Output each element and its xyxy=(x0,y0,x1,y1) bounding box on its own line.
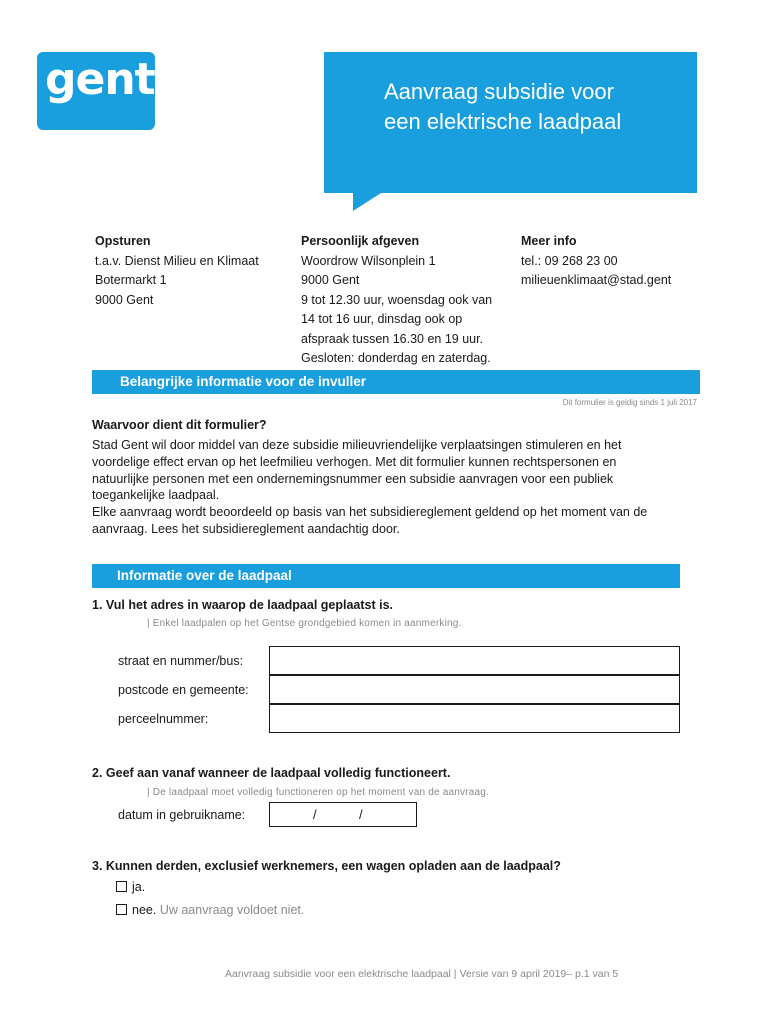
contact-info xyxy=(521,232,701,291)
send-line: t.a.v. Dienst Milieu en Klimaat xyxy=(95,253,259,268)
postcode-label: postcode en gemeente: xyxy=(118,683,249,697)
logo-text: gent: xyxy=(45,54,172,105)
deliver-line: 9 tot 12.30 uur, woensdag ook van xyxy=(301,292,493,307)
info-heading: Meer info xyxy=(521,234,577,248)
option-yes[interactable] xyxy=(116,880,145,894)
option-no-note: Uw aanvraag voldoet niet. xyxy=(159,903,305,917)
title-line-2: een elektrische laadpaal xyxy=(384,109,622,134)
checkbox-icon[interactable] xyxy=(116,881,127,892)
date-separator: / xyxy=(359,807,363,822)
deliver-line: 9000 Gent xyxy=(301,273,360,287)
purpose-line: voordelige effect ervan op het leefmilieu verhogen. Met dit formulier kunnen rechtspersonen en xyxy=(92,454,617,469)
purpose-line: Elke aanvraag wordt beoordeeld op basis van het subsidiereglement geldend op het moment van de xyxy=(92,505,648,520)
parcel-field[interactable] xyxy=(269,704,680,733)
deliver-line: afspraak tussen 16.30 en 19 uur. xyxy=(301,331,484,346)
date-label: datum in gebruikname: xyxy=(118,808,246,822)
deliver-line: Woordrow Wilsonplein 1 xyxy=(301,253,436,268)
contact-send xyxy=(95,232,285,310)
question-3-title: 3. Kunnen derden, exclusief werknemers, een wagen opladen aan de laadpaal? xyxy=(92,859,561,873)
option-no-label: nee. xyxy=(132,903,157,917)
purpose-line: toegankelijke laadpaal. xyxy=(92,488,220,503)
contact-deliver xyxy=(301,232,511,369)
checkbox-icon[interactable] xyxy=(116,904,127,915)
gent-logo xyxy=(37,52,172,130)
section-band-important-info: Belangrijke informatie voor de invuller xyxy=(92,370,700,394)
section-band-charger-info: Informatie over de laadpaal xyxy=(92,564,680,588)
page-footer: Aanvraag subsidie voor een elektrische laadpaal | Versie van 9 april 2019– p.1 van 5 xyxy=(225,968,619,980)
question-1-title: 1. Vul het adres in waarop de laadpaal geplaatst is. xyxy=(92,598,394,612)
purpose-line: aanvraag. Lees het subsidiereglement aandachtig door. xyxy=(92,521,400,536)
title-speech-tail xyxy=(353,193,381,211)
title-line-1: Aanvraag subsidie voor xyxy=(384,79,614,104)
send-line: 9000 Gent xyxy=(95,292,154,307)
purpose-paragraph xyxy=(92,437,692,538)
validity-note: Dit formulier is geldig sinds 1 juli 2017 xyxy=(562,398,697,407)
info-email[interactable]: milieuenklimaat@stad.gent xyxy=(521,273,672,287)
date-separator: / xyxy=(313,807,317,822)
question-1-hint: | Enkel laadpalen op het Gentse grondgebied komen in aanmerking. xyxy=(147,618,462,629)
title-box xyxy=(324,52,697,193)
purpose-line: natuurlijke personen met een ondernemingsnummer een subsidie aanvragen voor een publiek xyxy=(92,471,614,486)
postcode-field[interactable] xyxy=(269,675,680,704)
deliver-line: Gesloten: donderdag en zaterdag. xyxy=(301,351,491,365)
page-title xyxy=(384,77,684,137)
info-phone: tel.: 09 268 23 00 xyxy=(521,253,618,268)
parcel-label: perceelnummer: xyxy=(118,712,209,726)
send-heading: Opsturen xyxy=(95,234,151,248)
send-line: Botermarkt 1 xyxy=(95,273,167,287)
street-label: straat en nummer/bus: xyxy=(118,654,244,668)
street-field[interactable] xyxy=(269,646,680,675)
question-2-title: 2. Geef aan vanaf wanneer de laadpaal volledig functioneert. xyxy=(92,766,451,780)
date-field[interactable] xyxy=(269,802,417,827)
deliver-heading: Persoonlijk afgeven xyxy=(301,234,420,248)
deliver-line: 14 tot 16 uur, dinsdag ook op xyxy=(301,312,463,326)
question-2-hint: | De laadpaal moet volledig functioneren op het moment van de aanvraag. xyxy=(147,787,490,798)
option-no[interactable] xyxy=(116,903,304,917)
purpose-line: Stad Gent wil door middel van deze subsidie milieuvriendelijke verplaatsingen stimuleren en het xyxy=(92,438,622,452)
purpose-title: Waarvoor dient dit formulier? xyxy=(92,418,267,432)
option-yes-label: ja. xyxy=(132,880,146,894)
